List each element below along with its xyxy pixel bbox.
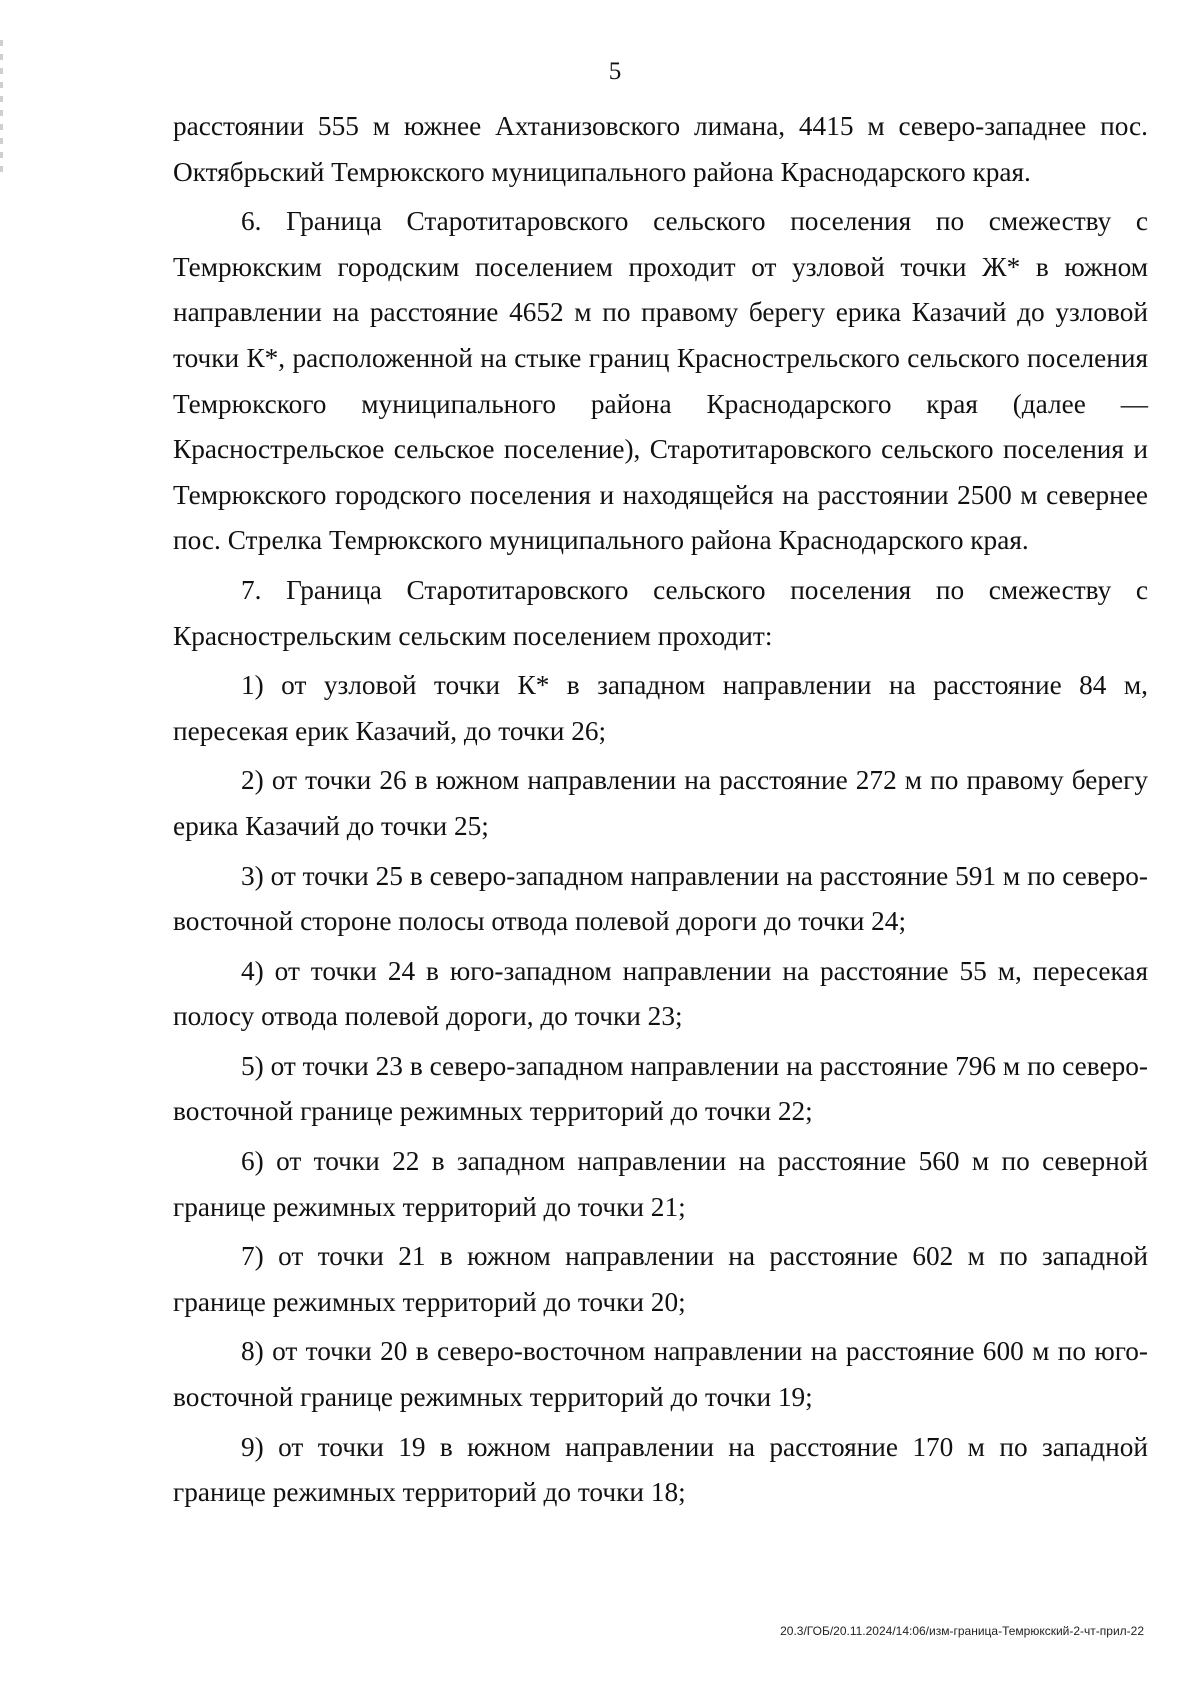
document-footer-code: 20.3/ГОБ/20.11.2024/14:06/изм-граница-Темрюкский-2-чт-прил-22 [780, 1624, 1144, 1638]
list-item-5: 5) от точки 23 в северо-западном направлении на расстояние 796 м по северо-восточной границе режимных территорий до точки 22; [173, 1050, 1148, 1127]
list-item-8: 8) от точки 20 в северо-восточном направлении на расстояние 600 м по юго-восточной границе режимных территорий до точки 19; [173, 1336, 1148, 1413]
list-item-2: 2) от точки 26 в южном направлении на расстояние 272 м по правому берегу ерика Казачий до точки 25; [173, 765, 1148, 841]
paragraph-section-7: 7. Граница Старотитаровского сельского поселения по смежеству с Краснострельским сельским поселением проходит: [173, 574, 1148, 651]
paragraph-continuation: расстоянии 555 м южнее Ахтанизовского лимана, 4415 м северо-западнее пос. Октябрьский Темрюкского муниципального района Краснодарского края. [173, 111, 1148, 187]
list-item-1: 1) от узловой точки К* в западном направлении на расстояние 84 м, пересекая ерик Казачий, до точки 26; [173, 670, 1148, 746]
list-item-4: 4) от точки 24 в юго-западном направлении на расстояние 55 м, пересекая полосу отвода полевой дороги, до точки 23; [173, 955, 1148, 1032]
list-item-9: 9) от точки 19 в южном направлении на расстояние 170 м по западной границе режимных территорий до точки 18; [173, 1431, 1148, 1508]
list-item-7: 7) от точки 21 в южном направлении на расстояние 602 м по западной границе режимных территорий до точки 20; [173, 1241, 1148, 1317]
list-item-3: 3) от точки 25 в северо-западном направлении на расстояние 591 м по северо-восточной стороне полосы отвода полевой дороги до точки 24; [173, 860, 1148, 937]
list-item-6: 6) от точки 22 в западном направлении на расстояние 560 м по северной границе режимных территорий до точки 21; [173, 1146, 1148, 1222]
page-number: 5 [608, 58, 622, 85]
document-body [173, 104, 1148, 1520]
paragraph-section-6: 6. Граница Старотитаровского сельского поселения по смежеству с Темрюкским городским поселением проходит от узловой точки Ж* в южном направлении на расстояние 4652 м по правому берегу ерика Казачий до узловой точки К*, расположенной на стыке границ Краснострельского сельского поселения Темрюкского муниципального района Краснодарского края (далее — Краснострельское сельское поселение), Старотитаровского сельского поселения и Темрюкского городского поселения и находящейся на расстоянии 2500 м севернее пос. Стрелка Темрюкского муниципального района Краснодарского края. [173, 206, 1148, 556]
